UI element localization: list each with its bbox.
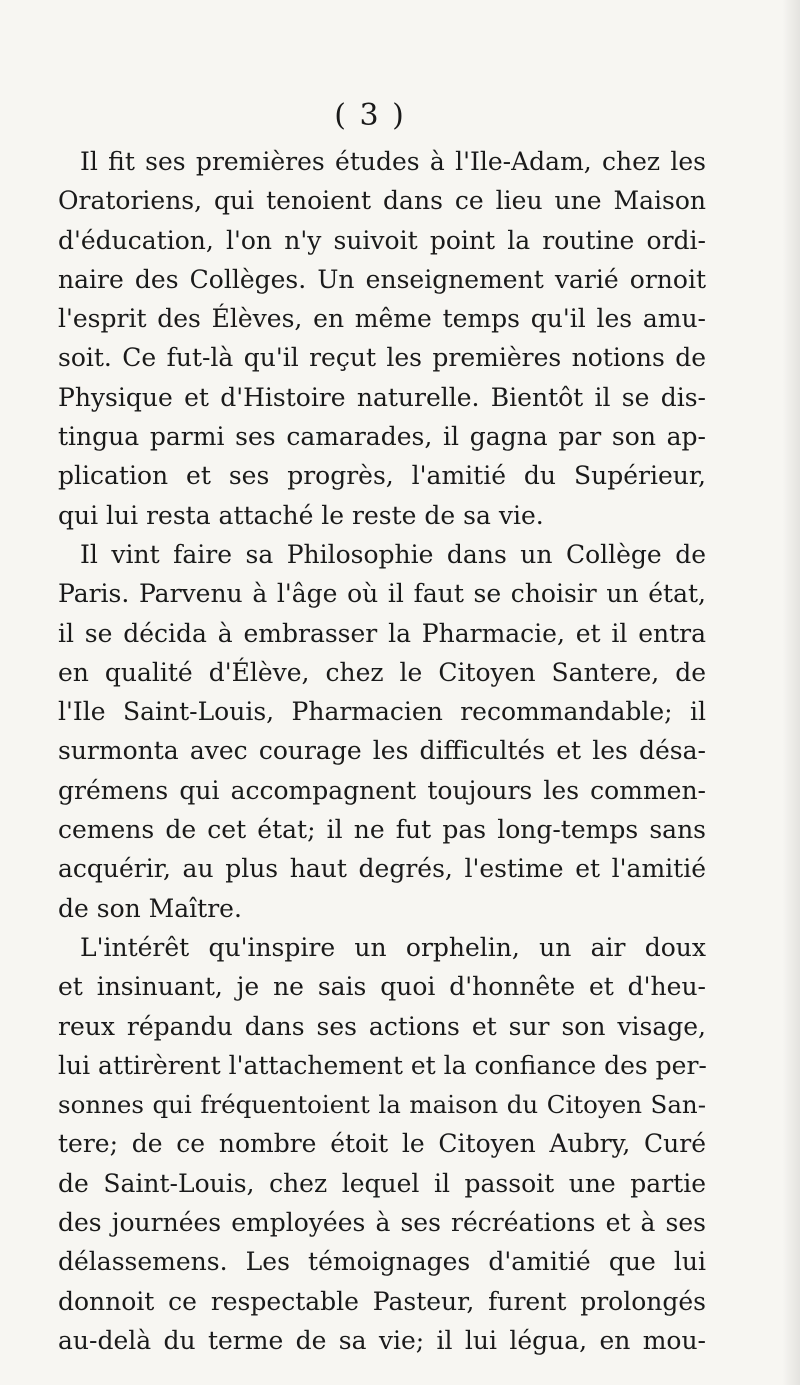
text-line: Paris. Parvenu à l'âge où il faut se choisir un état, [58, 579, 706, 609]
text-line: de son Maître. [58, 893, 242, 923]
text-line: naire des Collèges. Un enseignement varié ornoit [58, 264, 706, 294]
text-line: donnoit ce respectable Pasteur, furent prolongés [58, 1286, 706, 1316]
text-line: lui attirèrent l'attachement et la confiance des per- [58, 1050, 707, 1080]
text-line: l'Ile Saint-Louis, Pharmacien recommandable; il [58, 697, 706, 727]
text-line: Physique et d'Histoire naturelle. Bientôt il se dis- [58, 382, 706, 412]
text-line: reux répandu dans ses actions et sur son visage, [58, 1011, 706, 1041]
text-line: au-delà du terme de sa vie; il lui légua, en mou- [58, 1325, 706, 1355]
text-line: de Saint-Louis, chez lequel il passoit une partie [58, 1168, 706, 1198]
text-line: d'éducation, l'on n'y suivoit point la routine ordi- [58, 225, 706, 255]
text-line: il se décida à embrasser la Pharmacie, et il entra [58, 618, 706, 648]
paragraph-3 [58, 928, 706, 1360]
text-line: acquérir, au plus haut degrés, l'estime et l'amitié [58, 854, 706, 884]
text-line: soit. Ce fut-là qu'il reçut les premières notions de [58, 343, 706, 373]
page-edge-shadow [782, 0, 800, 1385]
text-line: plication et ses progrès, l'amitié du Supérieur, [58, 461, 706, 491]
body-text [58, 142, 706, 1360]
text-line: L'intérêt qu'inspire un orphelin, un air doux [80, 932, 706, 962]
page-number: ( 3 ) [334, 98, 406, 133]
text-line: et insinuant, je ne sais quoi d'honnête et d'heu- [58, 972, 706, 1002]
text-line: sonnes qui fréquentoient la maison du Citoyen San- [58, 1090, 706, 1120]
text-line: des journées employées à ses récréations et à ses [58, 1208, 706, 1238]
text-line: en qualité d'Élève, chez le Citoyen Santere, de [58, 657, 706, 687]
text-line: délassemens. Les témoignages d'amitié que lui [58, 1247, 706, 1277]
paragraph-2 [58, 535, 706, 928]
text-line: tingua parmi ses camarades, il gagna par son ap- [58, 422, 706, 452]
paragraph-1 [58, 142, 706, 535]
text-line: Il fit ses premières études à l'Ile-Adam, chez les [80, 147, 706, 176]
text-line: cemens de cet état; il ne fut pas long-temps sans [58, 815, 706, 845]
text-line: l'esprit des Élèves, en même temps qu'il les amu- [58, 304, 706, 334]
text-line: surmonta avec courage les difficultés et les désa- [58, 736, 706, 766]
text-line: Il vint faire sa Philosophie dans un Collège de [80, 539, 706, 569]
text-line: qui lui resta attaché le reste de sa vie. [58, 500, 544, 530]
text-line: tere; de ce nombre étoit le Citoyen Aubry, Curé [58, 1129, 706, 1159]
text-line: Oratoriens, qui tenoient dans ce lieu une Maison [58, 186, 706, 216]
text-line: grémens qui accompagnent toujours les commen- [58, 775, 706, 805]
